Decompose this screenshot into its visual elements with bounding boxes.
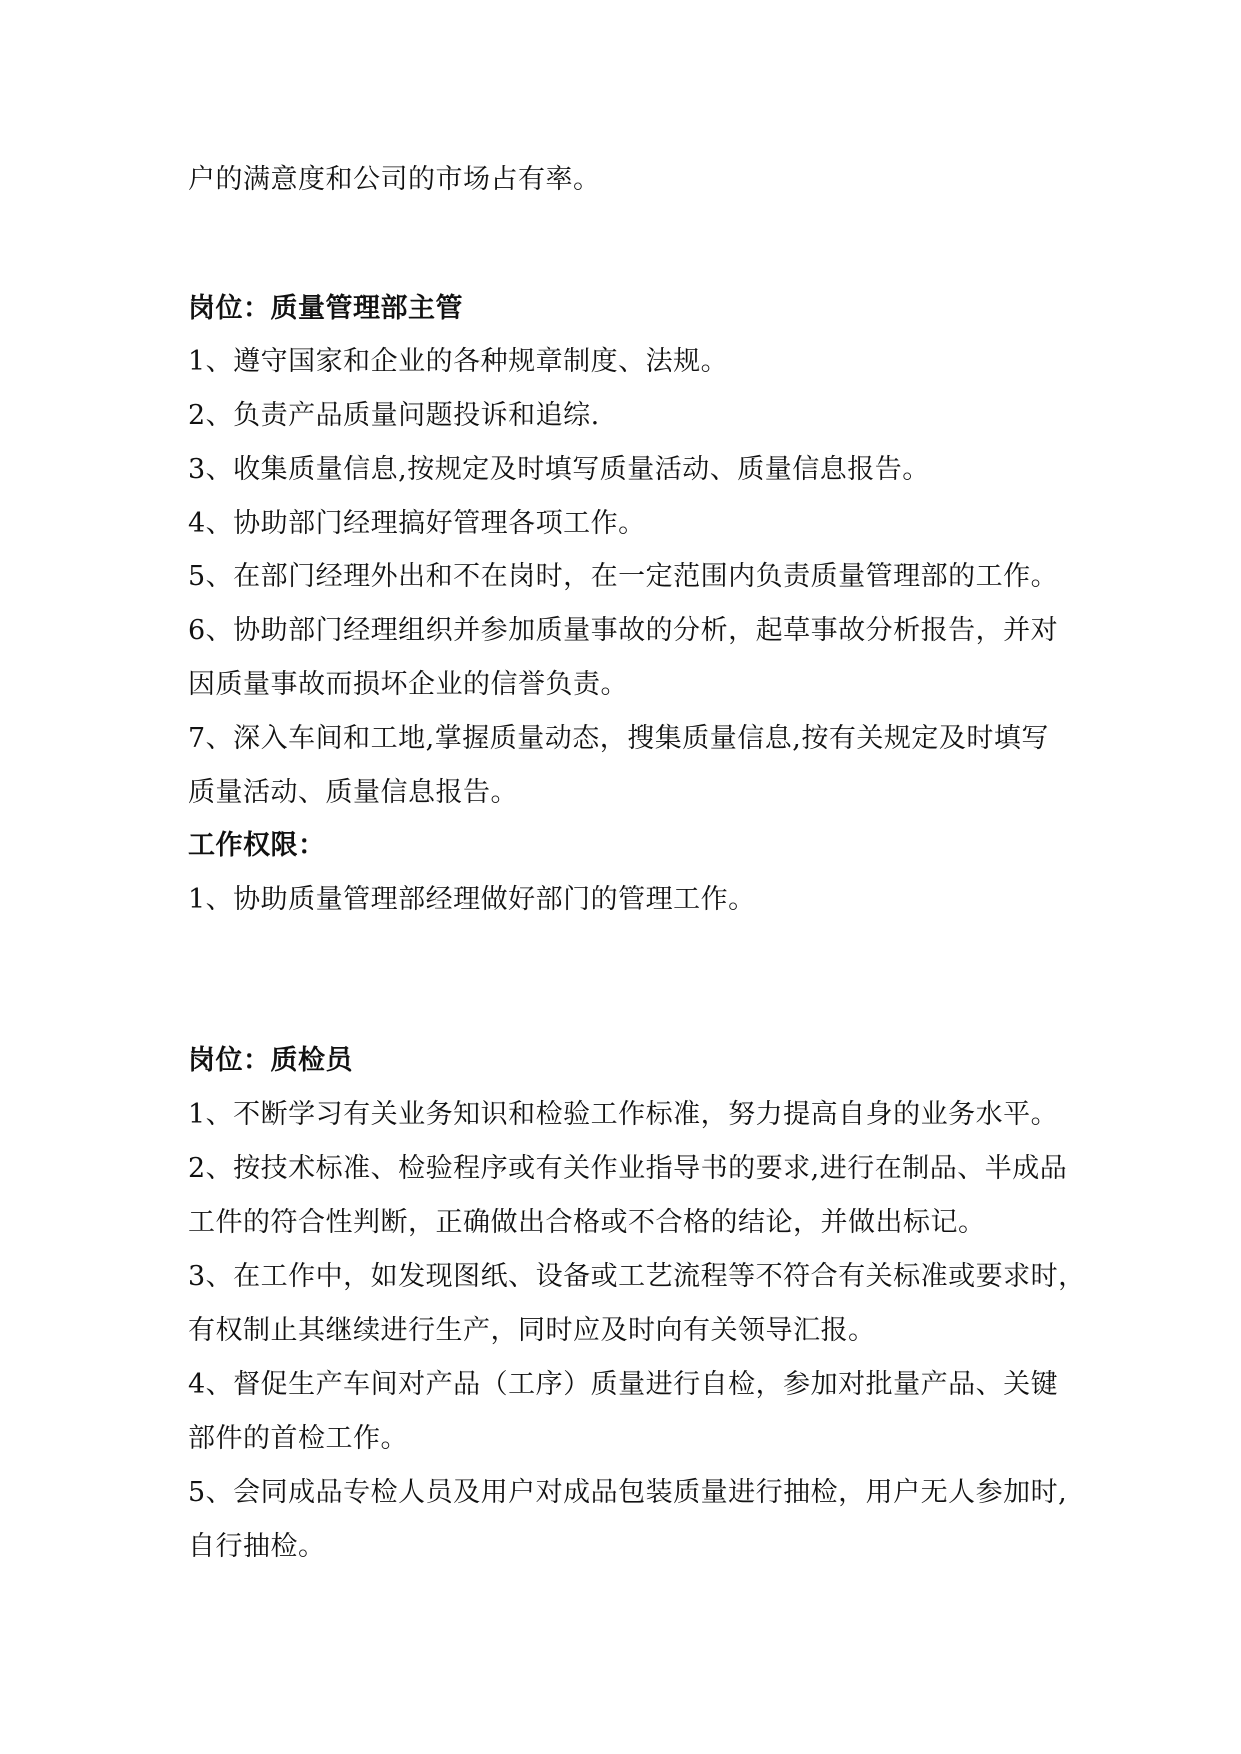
inspector-item-4-line-2: 部件的首检工作。 bbox=[188, 1423, 408, 1454]
supervisor-item-7-line-2: 质量活动、质量信息报告。 bbox=[188, 777, 518, 808]
supervisor-item-1: 1、遵守国家和企业的各种规章制度、法规。 bbox=[188, 346, 729, 377]
inspector-item-5-line-2: 自行抽检。 bbox=[188, 1531, 326, 1562]
supervisor-item-6-line-1: 6、协助部门经理组织并参加质量事故的分析，起草事故分析报告，并对 bbox=[188, 615, 1059, 646]
supervisor-item-3: 3、收集质量信息,按规定及时填写质量活动、质量信息报告。 bbox=[188, 454, 930, 485]
supervisor-section-heading: 岗位：质量管理部主管 bbox=[188, 293, 463, 324]
inspector-item-2-line-1: 2、按技术标准、检验程序或有关作业指导书的要求,进行在制品、半成品 bbox=[188, 1153, 1068, 1184]
intro-tail-text: 户的满意度和公司的市场占有率。 bbox=[188, 164, 601, 195]
inspector-section-heading: 岗位：质检员 bbox=[188, 1045, 353, 1076]
inspector-item-3-line-1: 3、在工作中，如发现图纸、设备或工艺流程等不符合有关标准或要求时， bbox=[188, 1261, 1086, 1292]
inspector-item-2-line-2: 工件的符合性判断，正确做出合格或不合格的结论，并做出标记。 bbox=[188, 1207, 986, 1238]
inspector-item-1: 1、不断学习有关业务知识和检验工作标准，努力提高自身的业务水平。 bbox=[188, 1099, 1059, 1130]
inspector-item-5-line-1: 5、会同成品专检人员及用户对成品包装质量进行抽检，用户无人参加时, bbox=[188, 1477, 1068, 1508]
supervisor-item-7-line-1: 7、深入车间和工地,掌握质量动态，搜集质量信息,按有关规定及时填写 bbox=[188, 723, 1049, 754]
supervisor-item-2: 2、负责产品质量问题投诉和追综. bbox=[188, 400, 600, 431]
inspector-item-4-line-1: 4、督促生产车间对产品（工序）质量进行自检，参加对批量产品、关键 bbox=[188, 1369, 1059, 1400]
inspector-item-3-line-2: 有权制止其继续进行生产，同时应及时向有关领导汇报。 bbox=[188, 1315, 876, 1346]
supervisor-item-4: 4、协助部门经理搞好管理各项工作。 bbox=[188, 508, 646, 539]
authority-heading: 工作权限： bbox=[188, 830, 326, 861]
authority-item-1: 1、协助质量管理部经理做好部门的管理工作。 bbox=[188, 884, 756, 915]
supervisor-item-6-line-2: 因质量事故而损坏企业的信誉负责。 bbox=[188, 669, 628, 700]
supervisor-item-5: 5、在部门经理外出和不在岗时，在一定范围内负责质量管理部的工作。 bbox=[188, 561, 1059, 592]
